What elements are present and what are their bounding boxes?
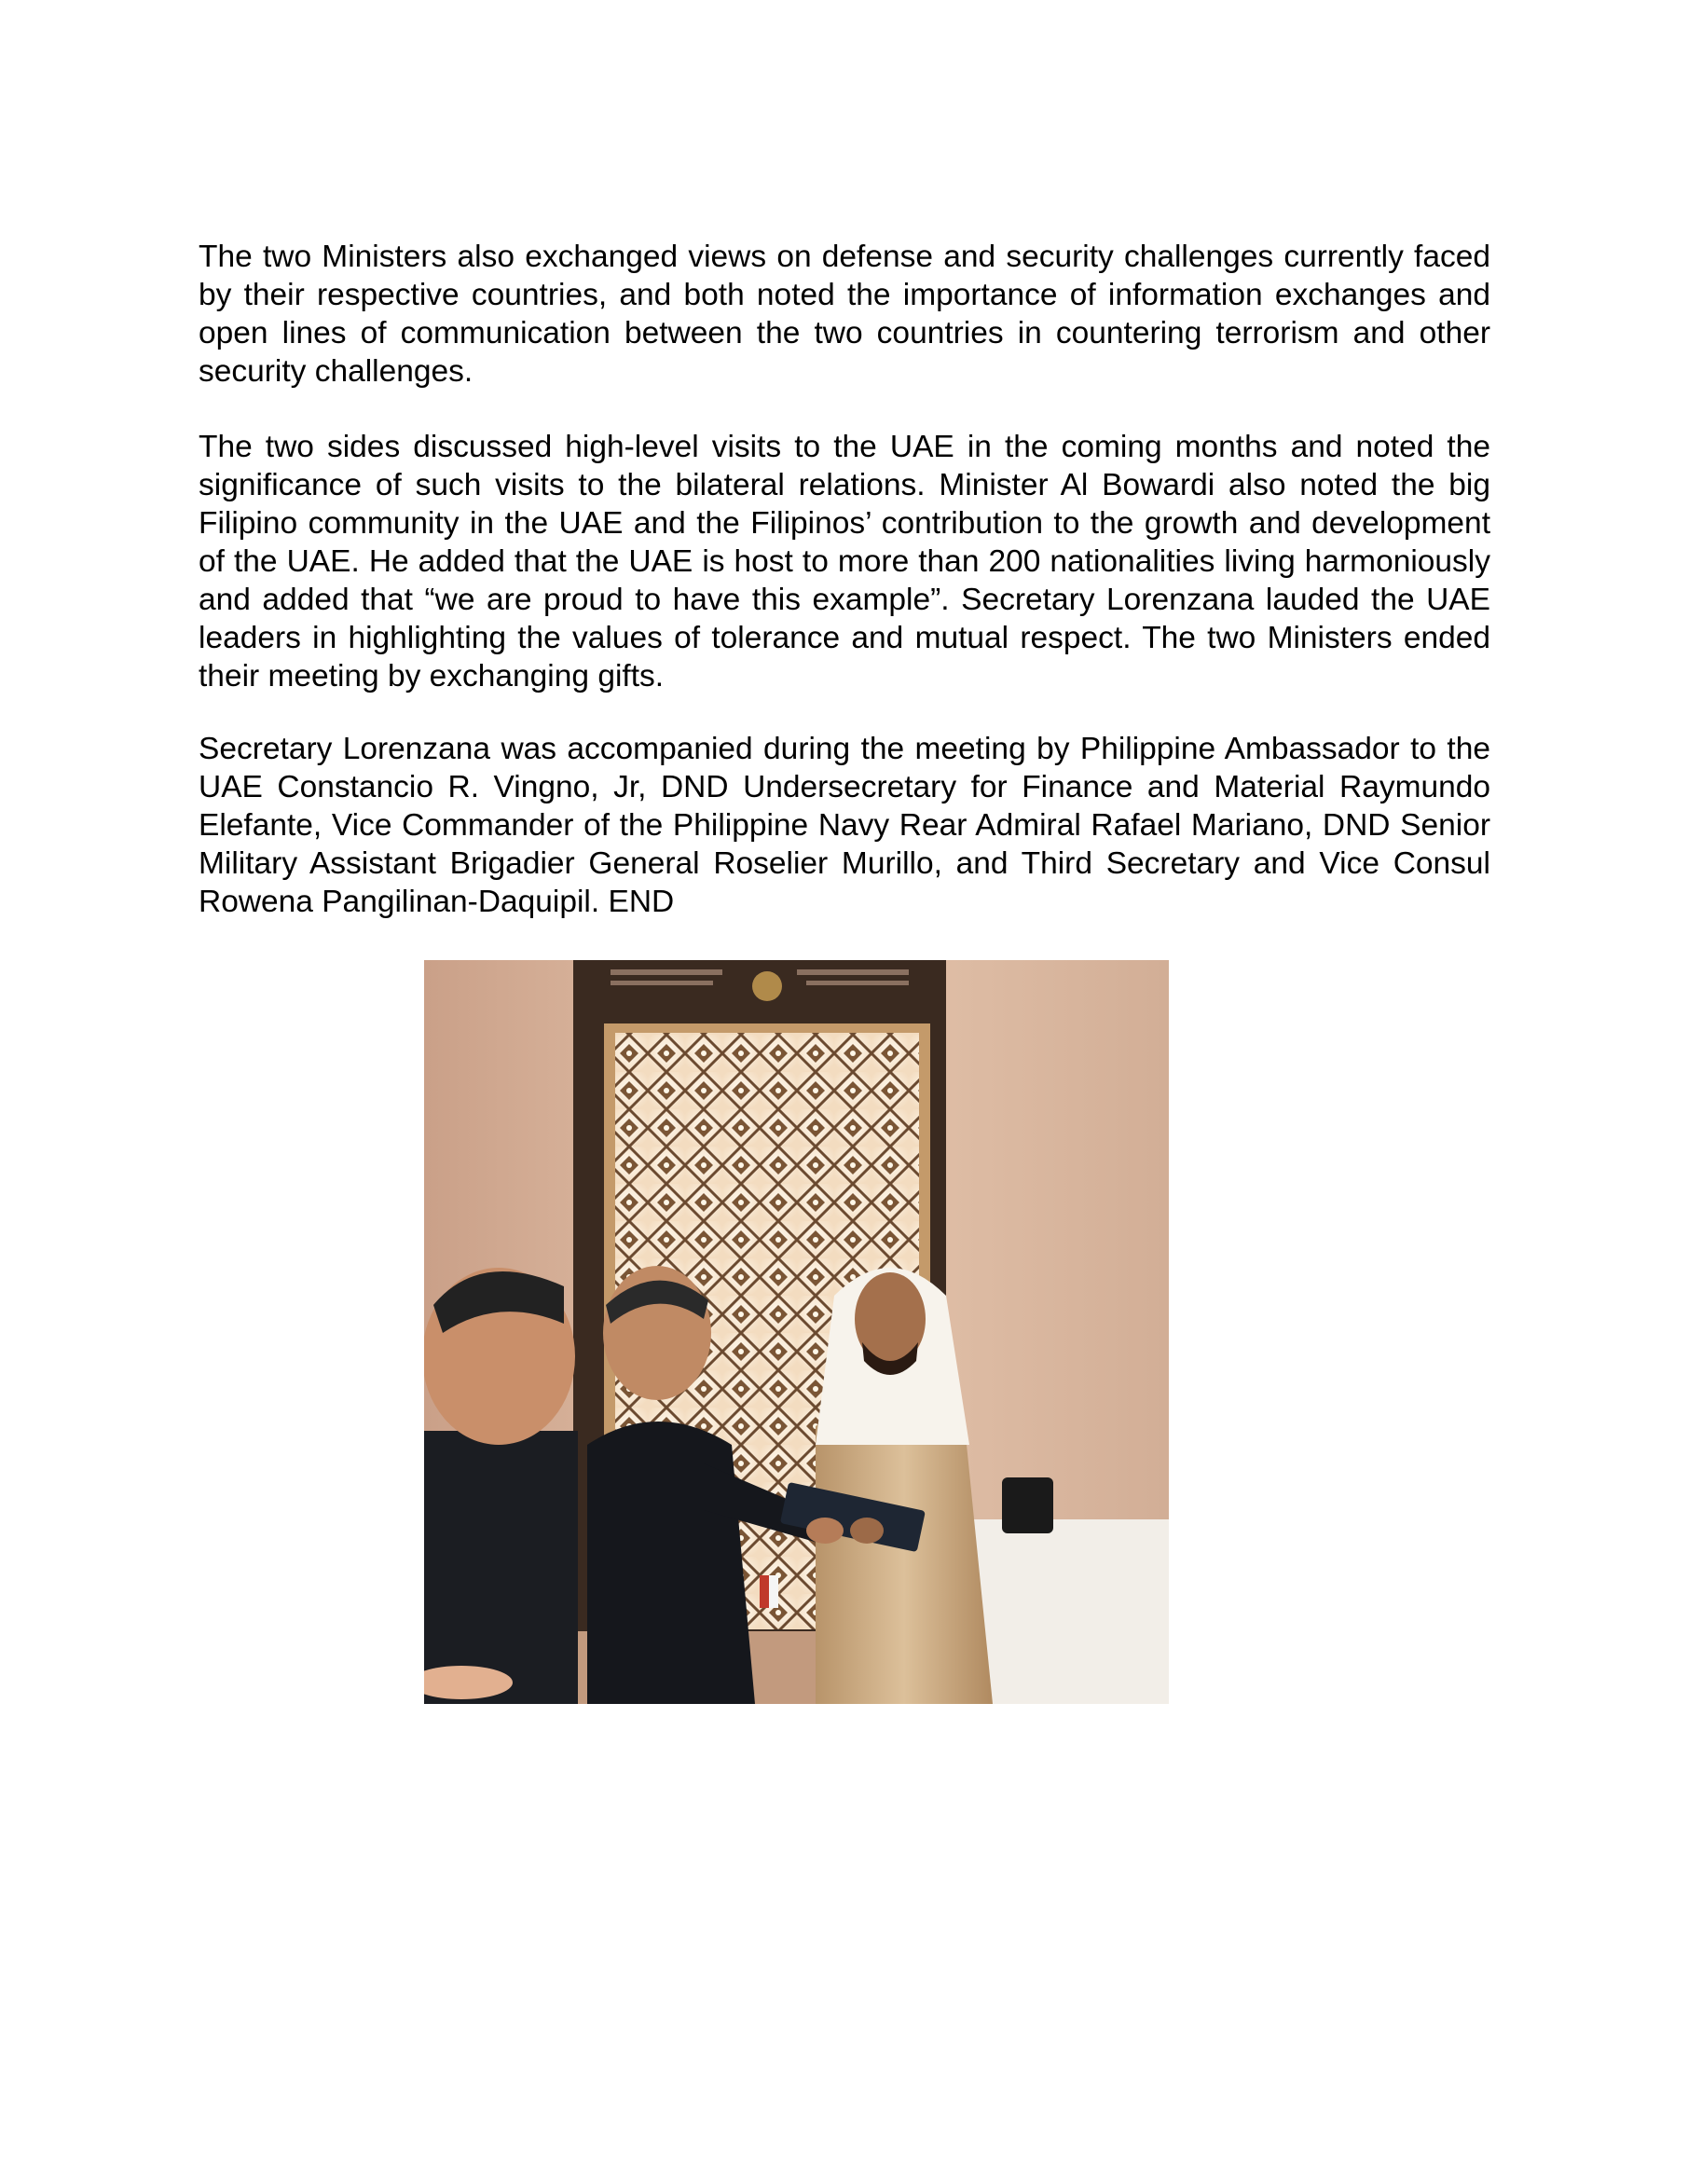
paragraph-delegation: Secretary Lorenzana was accompanied during the meeting by Philippine Ambassador to the UAE Constancio R. Vingno, Jr, DND Undersecretary for Finance and Material Raymundo Elefante, Vice Commander of the Philippine Navy Rear Admiral Rafael Mariano, DND Senior Military Assistant Brigadier General Roselier Murillo, and Third Secretary and Vice Consul Rowena Pangilinan-Daquipil. END <box>199 732 1490 919</box>
meeting-photo-illustration <box>424 960 1169 1704</box>
meeting-photo <box>424 960 1169 1704</box>
emblem-icon <box>752 971 782 1001</box>
person-left <box>424 1431 578 1704</box>
cushion <box>1002 1477 1053 1533</box>
sofa <box>974 1519 1169 1704</box>
paragraph-high-level-visits: The two sides discussed high-level visits to the UAE in the coming months and noted the significance of such visits to the bilateral relations. Minister Al Bowardi also noted the big Filipino community in the UAE and the Filipinos’ contribution to the growth and development of the UAE. He added that the UAE is host to more than 200 nationalities living harmoniously and added that “we are proud to have this example”. Secretary Lorenzana lauded the UAE leaders in highlighting the values of tolerance and mutual respect. The two Ministers ended their meeting by exchanging gifts. <box>199 430 1490 694</box>
person-suit <box>587 1422 755 1704</box>
paragraph-defense-security: The two Ministers also exchanged views on defense and security challenges currently faced by their respective countries, and both noted the importance of information exchanges and open lines of communication between the two countries in countering terrorism and other security challenges. <box>199 240 1490 389</box>
